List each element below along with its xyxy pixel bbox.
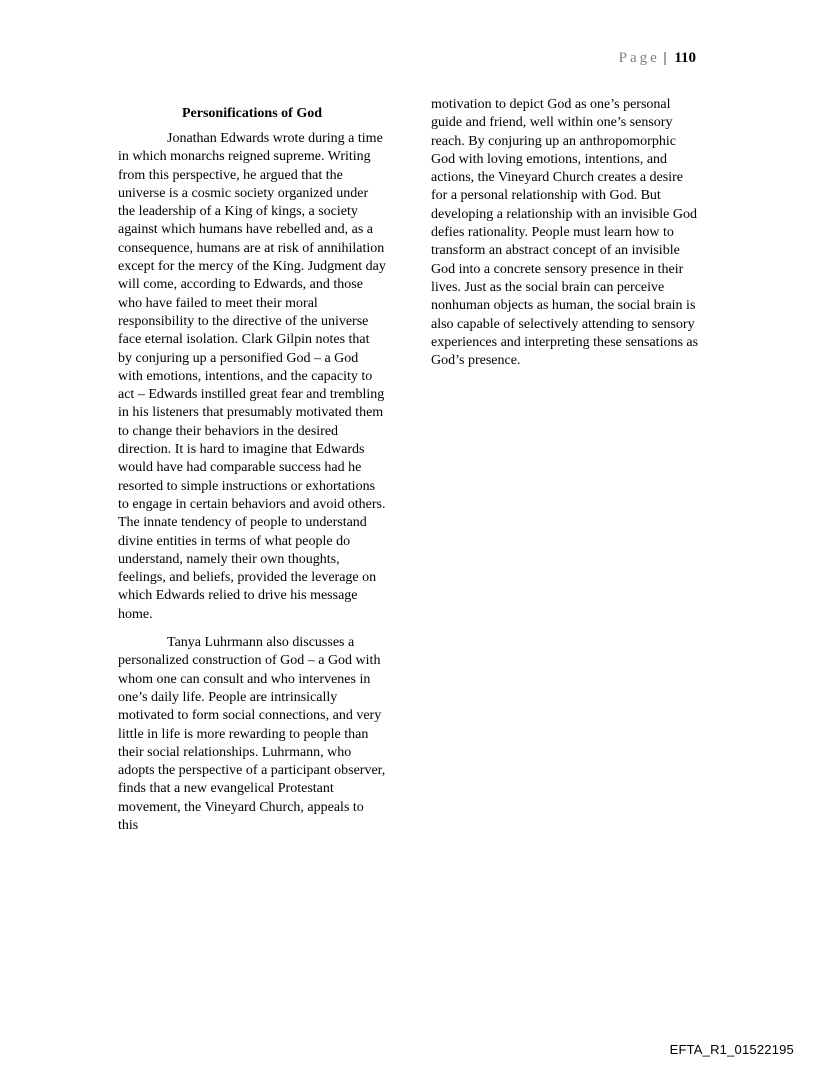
right-column: [431, 96, 699, 370]
page-separator: |: [663, 50, 667, 66]
paragraph-continuation: motivation to depict God as one’s personal guide and friend, well within one’s sensory reach. By conjuring up an anthropomorphic God with loving emotions, intentions, and actions, the Vineyard Church creates a desire for a personal relationship with God. But developing a relationship with an invisible God defies rationality. People must learn how to transform an abstract concept of an invisible God into a concrete sensory presence in their lives. Just as the social brain can perceive nonhuman objects as human, the social brain is also capable of selectively attending to sensory experiences and interpreting these sensations as God’s presence.: [431, 97, 699, 369]
page-header: [619, 49, 696, 67]
left-column: [118, 105, 386, 845]
paragraph-edwards: Jonathan Edwards wrote during a time in which monarchs reigned supreme. Writing from this perspective, he argued that the universe is a cosmic society organized under the leadership of a King of kings, a society against which humans have rebelled and, as a consequence, humans are at risk of annihilation except for the mercy of the King. Judgment day will come, according to Edwards, and those who have failed to meet their moral responsibility to the directive of the universe face eternal isolation. Clark Gilpin notes that by conjuring up a personified God – a God with emotions, intentions, and the capacity to act – Edwards instilled great fear and trembling in his listeners that presumably motivated them to change their behaviors in the desired direction. It is hard to imagine that Edwards would have had comparable success had he resorted to simple instructions or exhortations to engage in certain behaviors and avoid others. The innate tendency of people to understand divine entities in terms of what people do understand, namely their own thoughts, feelings, and beliefs, provided the leverage on which Edwards relied to drive his message home.: [118, 131, 386, 622]
page-label: Page: [618, 50, 660, 66]
section-title: Personifications of God: [182, 106, 322, 121]
page-number: 110: [674, 50, 696, 66]
document-id: EFTA_R1_01522195: [669, 1042, 794, 1057]
paragraph-luhrmann: Tanya Luhrmann also discusses a personalized construction of God – a God with whom one can consult and who intervenes in one’s daily life. People are intrinsically motivated to form social connections, and very little in life is more rewarding to people than their social relationships. Luhrmann, who adopts the perspective of a participant observer, finds that a new evangelical Protestant movement, the Vineyard Church, appeals to this: [118, 635, 386, 833]
